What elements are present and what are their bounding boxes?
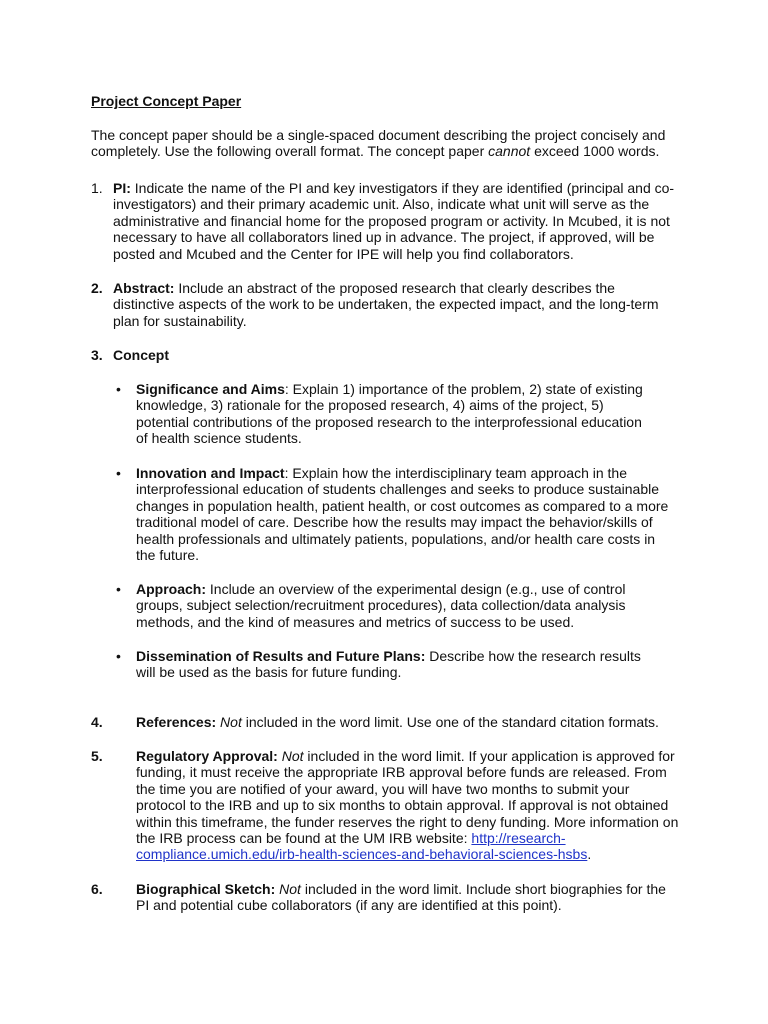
item-abstract-heading: Abstract: [113,280,175,296]
bullet-innovation-heading: Innovation and Impact [136,465,285,481]
bullet-significance [136,381,656,447]
page-title: Project Concept Paper [91,93,242,109]
item-number-6: 6. [91,881,103,897]
bullet-significance-body: : Explain 1) importance of the problem, 2) state of existing knowledge, 3) rationale for the proposed research, 4) aims of the project, 5) potential contributions of the proposed research to the interprofessional education of health science students. [136,381,643,447]
bullet-approach-body: Include an overview of the experimental design (e.g., use of control groups, subject selection/recruitment procedures), data collection/data analysis methods, and the kind of measures and metrics of success to be used. [136,581,626,630]
item-number-5: 5. [91,748,103,764]
bullet-dissemination-glyph: • [116,648,121,664]
bullet-approach [136,581,676,630]
item-references-heading: References: [136,714,217,730]
item-references-body: included in the word limit. Use one of the standard citation formats. [241,714,659,730]
bullet-dissemination-body: Describe how the research results will be used as the basis for future funding. [136,648,641,681]
bullet-innovation [136,465,676,563]
item-number-3: 3. [91,347,103,363]
item-concept [113,347,678,363]
item-pi-body: Indicate the name of the PI and key investigators if they are identified (principal and co-investigators) and their primary academic unit. Also, indicate what unit will serve as the administrative and financial home for the proposed program or activity. In Mcubed, it is not necessary to have all collaborators lined up in advance. The project, if approved, will be posted and Mcubed and the Center for IPE will help you find collaborators. [113,180,675,262]
bullet-significance-heading: Significance and Aims [136,381,285,397]
intro-paragraph [91,127,691,160]
item-regulatory-end: . [587,846,592,863]
irb-website-link[interactable]: http://research-compliance.umich.edu/irb-health-sciences-and-behavioral-sciences-hsbs [136,830,588,863]
bullet-approach-heading: Approach: [136,581,206,597]
item-abstract [113,280,678,329]
item-pi-heading: PI: [113,180,131,196]
item-references-not: Not [220,714,242,730]
item-references [136,714,681,730]
item-number-2: 2. [91,280,103,296]
bullet-innovation-glyph: • [116,465,121,481]
bullet-significance-glyph: • [116,381,121,397]
item-biographical [136,881,676,914]
item-abstract-body: Include an abstract of the proposed research that clearly describes the distinctive aspects of the work to be undertaken, the expected impact, and the long-term plan for sustainability. [113,280,659,329]
intro-text-before: The concept paper should be a single-spaced document describing the project concisely and completely. Use the following overall format. The concept paper [91,127,666,160]
item-number-4: 4. [91,714,103,730]
bullet-approach-glyph: • [116,581,121,597]
item-regulatory [136,748,681,863]
bullet-dissemination [136,648,656,681]
item-biographical-body: included in the word limit. Include short biographies for the PI and potential cube collaborators (if any are identified at this point). [136,881,666,914]
bullet-innovation-body: : Explain how the interdisciplinary team approach in the interprofessional education of students challenges and seeks to produce sustainable changes in population health, patient health, or cost outcomes as compared to a more traditional model of care. Describe how the results may impact the behavior/skills of health professionals and ultimately patients, populations, and/or health care costs in the future. [136,465,669,564]
item-regulatory-body: included in the word limit. If your application is approved for funding, it must receive the appropriate IRB approval before funds are released. From the time you are notified of your award, you will have two months to submit your protocol to the IRB and up to six months to obtain approval. If approval is not obtained within this timeframe, the funder reserves the right to deny funding. More information on the IRB process can be found at the UM IRB website: [136,748,679,847]
item-concept-heading: Concept [113,347,169,363]
intro-text-after: exceed 1000 words. [530,143,660,160]
item-biographical-not: Not [279,881,301,897]
item-regulatory-not: Not [281,748,304,764]
item-regulatory-heading: Regulatory Approval: [136,748,278,764]
item-number-1: 1. [91,180,103,196]
intro-emphasis: cannot [488,143,531,160]
item-pi [113,180,678,262]
bullet-dissemination-heading: Dissemination of Results and Future Plans: [136,648,426,664]
item-biographical-heading: Biographical Sketch: [136,881,276,897]
